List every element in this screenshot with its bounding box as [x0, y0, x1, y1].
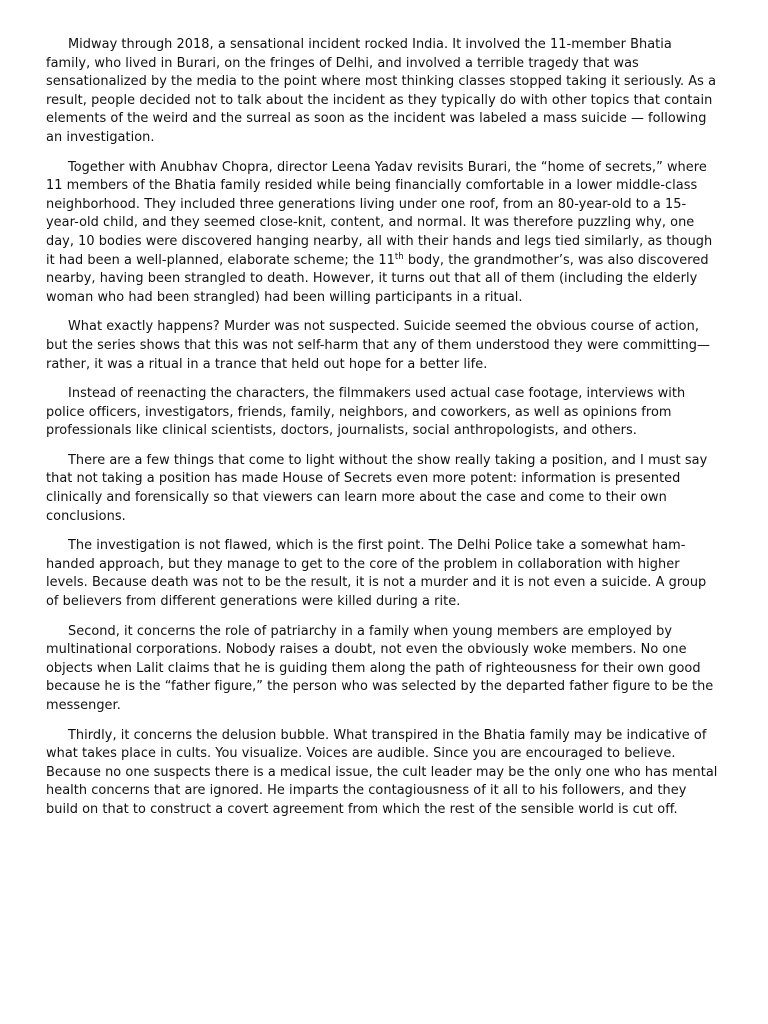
paragraph-6: The investigation is not flawed, which is the first point. The Delhi Police take a somewhat ham-handed approach, but they manage to get to the core of the problem in collaboration with higher levels. Because death was not to be the result, it is not a murder and it is not even a suicide. A group of believers from different generations were killed during a rite.: [46, 538, 707, 610]
paragraph-8: Thirdly, it concerns the delusion bubble. What transpired in the Bhatia family may be indicative of what takes place in cults. You visualize. Voices are audible. Since you are encouraged to believe. Because no one suspects there is a medical issue, the cult leader may be the only one who has mental health concerns that are ignored. He imparts the contagiousness of it all to his followers, and they build on that to construct a covert agreement from which the rest of the sensible world is cut off.: [46, 727, 718, 817]
paragraph-2: [46, 159, 718, 308]
paragraph-2-text-start: Together with Anubhav Chopra, director Leena Yadav revisits Burari, the “home of secrets,” where 11 members of the Bhatia family resided while being financially comfortable in a lower middle-class neighborhood. They included three generations living under one roof, from an 80-year-old to a 15-year-old child, and they seemed close-knit, content, and normal. It was therefore puzzling why, one day, 10 bodies were discovered hanging nearby, all with their hands and legs tied similarly, as though it had been a well-planned, elaborate scheme; the 11: [46, 159, 713, 268]
paragraph-5: There are a few things that come to light without the show really taking a position, and I must say that not taking a position has made House of Secrets even more potent: information is presented clinically and forensically so that viewers can learn more about the case and come to their own conclusions.: [46, 452, 708, 524]
paragraph-3: What exactly happens? Murder was not suspected. Suicide seemed the obvious course of action, but the series shows that this was not self-harm that any of them understood they were committing—rather, it was a ritual in a trance that held out hope for a better life.: [46, 319, 710, 372]
paragraph-4: Instead of reenacting the characters, the filmmakers used actual case footage, interviews with police officers, investigators, friends, family, neighbors, and coworkers, as well as opinions from professionals like clinical scientists, doctors, journalists, social anthropologists, and others.: [46, 386, 686, 439]
document-body: [46, 36, 718, 831]
ordinal-suffix: th: [394, 251, 404, 262]
paragraph-2-text-end: body, the grandmother’s, was also discovered nearby, having been strangled to death. However, it turns out that all of them (including the elderly woman who had been strangled) had been willing participants in a ritual.: [46, 252, 709, 305]
paragraph-1: Midway through 2018, a sensational incident rocked India. It involved the 11-member Bhatia family, who lived in Burari, on the fringes of Delhi, and involved a terrible tragedy that was sensationalized by the media to the point where most thinking classes stopped taking it seriously. As a result, people decided not to talk about the incident as they typically do with other topics that contain elements of the weird and the surreal as soon as the incident was labeled a mass suicide — following an investigation.: [46, 37, 717, 145]
paragraph-7: Second, it concerns the role of patriarchy in a family when young members are employed by multinational corporations. Nobody raises a doubt, not even the obviously woke members. No one objects when Lalit claims that he is guiding them along the path of righteousness for their own good because he is the “father figure,” the person who was selected by the departed father figure to be the messenger.: [46, 623, 714, 713]
